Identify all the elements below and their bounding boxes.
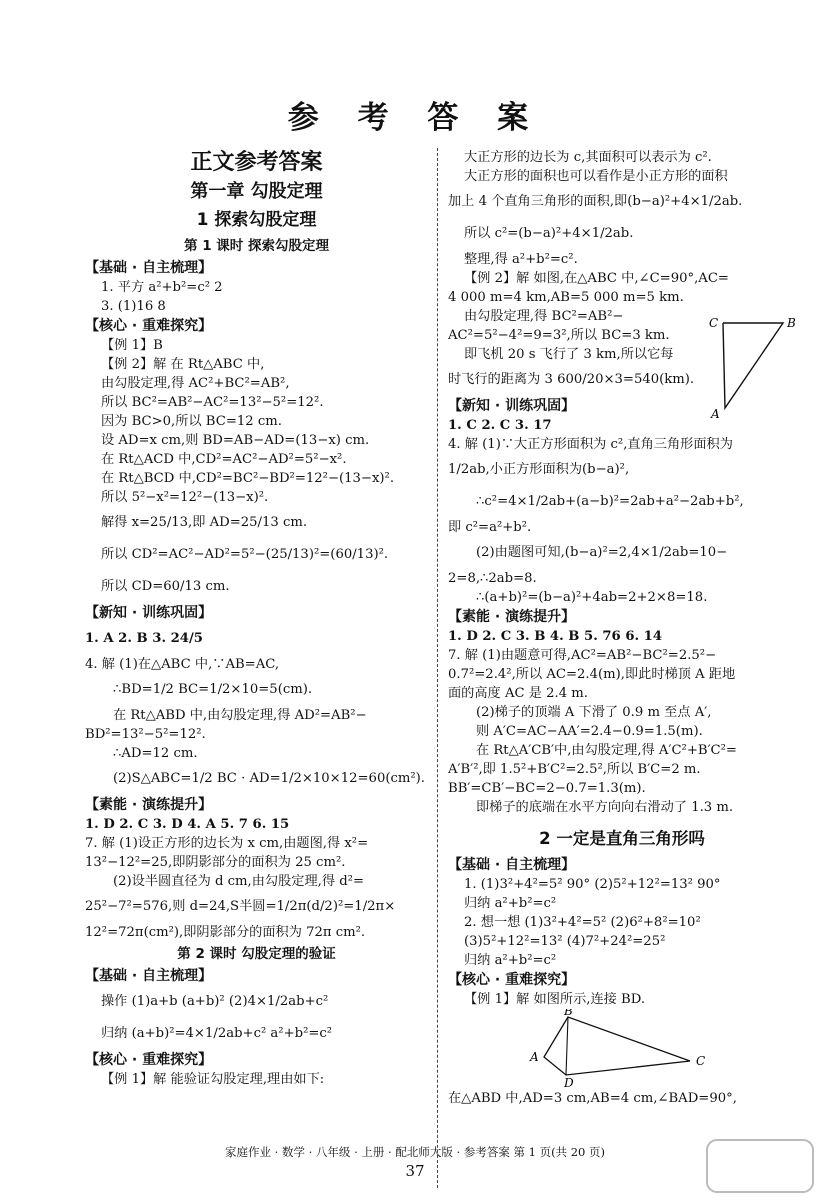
right-line: 【新知 · 训练巩固】: [448, 398, 576, 414]
left-line: ∴AD=12 cm.: [113, 746, 198, 761]
left-line: ∴BD=1/2 BC=1/2×10=5(cm).: [113, 682, 313, 697]
left-line: BD²=13²−5²=12².: [85, 727, 206, 742]
figure-right-triangle: [703, 303, 798, 418]
right-line: 1. (1)3²+4²=5² 90° (2)5²+12²=13² 90°: [464, 877, 721, 892]
right-line: 0.7²=2.4²,所以 AC=2.4(m),即此时梯顶 A 距地: [448, 667, 736, 682]
figure-quadrilateral: [448, 1009, 796, 1089]
left-line: 由勾股定理,得 AC²+BC²=AB²,: [101, 376, 290, 391]
left-line: 1. D 2. C 3. D 4. A 5. 7 6. 15: [85, 817, 290, 832]
right-line: 1. C 2. C 3. 17: [448, 418, 552, 433]
figure2-label: A: [530, 1050, 539, 1064]
right-line: 4. 解 (1)∵大正方形面积为 c²,直角三角形面积为: [448, 437, 733, 452]
figure1-label: A: [711, 407, 720, 418]
page-footer: 家庭作业 · 数学 · 八年级 · 上册 · 配北师大版 · 参考答案 第 1 页(共 20 页): [224, 1145, 606, 1159]
right-line: 1. D 2. C 3. B 4. B 5. 76 6. 14: [448, 629, 663, 644]
right-line: 4 000 m=4 km,AB=5 000 m=5 km.: [448, 290, 684, 305]
figure1-label: C: [709, 316, 719, 330]
right-line: 大正方形的边长为 c,其面积可以表示为 c².: [464, 150, 712, 165]
left-line: 在 Rt△BCD 中,CD²=BC²−BD²=12²−(13−x)².: [101, 471, 395, 486]
figure1-label: B: [787, 316, 796, 330]
left-line: 归纳 (a+b)²=4×1/2ab+c² a²+b²=c²: [101, 1026, 333, 1041]
right-line: 面的高度 AC 是 2.4 m.: [448, 686, 588, 701]
right-line: (3)5²+12²=13² (4)7²+24²=25²: [464, 934, 666, 949]
left-line: 【核心 · 重难探究】: [85, 1052, 213, 1068]
right-column: [448, 148, 796, 1108]
left-line: 设 AD=x cm,则 BD=AB−AD=(13−x) cm.: [101, 433, 370, 448]
figure2-label: D: [564, 1076, 574, 1089]
left-line: 操作 (1)a+b (a+b)² (2)4×1/2ab+c²: [101, 994, 329, 1009]
left-line: 【素能 · 演练提升】: [85, 797, 213, 813]
left-line: 13²−12²=25,即阴影部分的面积为 25 cm².: [85, 855, 346, 870]
watermark-logo: [705, 1138, 815, 1194]
left-line: 12²=72π(cm²),即阴影部分的面积为 72π cm².: [85, 925, 366, 940]
right-line: 即飞机 20 s 飞行了 3 km,所以它每: [464, 347, 674, 362]
right-line: (2)由题图可知,(b−a)²=2,4×1/2ab=10−: [476, 545, 728, 560]
left-line: 1. A 2. B 3. 24/5: [85, 631, 203, 646]
right-line: 即 c²=a²+b².: [448, 520, 532, 535]
right-line: (2)梯子的顶端 A 下滑了 0.9 m 至点 A′,: [476, 705, 712, 720]
right-line: 由勾股定理,得 BC²=AB²−: [464, 309, 624, 324]
page-title: 参 考 答 案: [287, 100, 543, 136]
right-line: 在 Rt△A′CB′中,由勾股定理,得 A′C²+B′C²=: [476, 743, 737, 758]
right-line: 加上 4 个直角三角形的面积,即(b−a)²+4×1/2ab.: [448, 194, 743, 209]
left-line: 4. 解 (1)在△ABC 中,∵AB=AC,: [85, 657, 280, 672]
right-line: 【例 2】解 如图,在△ABC 中,∠C=90°,AC=: [464, 271, 729, 286]
right-line: 2=8,∴2ab=8.: [448, 571, 537, 586]
left-line: 在 Rt△ACD 中,CD²=AC²−AD²=5²−x².: [101, 452, 347, 467]
left-line: 所以 BC²=AB²−AC²=13²−5²=12².: [101, 395, 324, 410]
right-line: 归纳 a²+b²=c²: [464, 896, 557, 911]
left-line: 第 1 课时 探索勾股定理: [184, 238, 329, 254]
left-line: 【核心 · 重难探究】: [85, 318, 213, 334]
right-line: 归纳 a²+b²=c²: [464, 953, 557, 968]
right-line: 2. 想一想 (1)3²+4²=5² (2)6²+8²=10²: [464, 915, 701, 930]
right-line: 【素能 · 演练提升】: [448, 609, 576, 625]
right-line: A′B′²,即 1.5²+B′C²=2.5²,所以 B′C=2 m.: [448, 762, 701, 777]
left-line: 1 探索勾股定理: [196, 210, 317, 230]
right-line: 整理,得 a²+b²=c².: [464, 252, 578, 267]
left-line: 第 2 课时 勾股定理的验证: [177, 946, 336, 962]
left-line: 【例 1】解 能验证勾股定理,理由如下:: [101, 1072, 325, 1087]
column-divider: [437, 148, 438, 1188]
left-column: [85, 148, 428, 1089]
figure2-label: C: [696, 1054, 706, 1068]
right-line: 即梯子的底端在水平方向向右滑动了 1.3 m.: [476, 800, 734, 815]
left-line: 3. (1)16 8: [101, 299, 166, 314]
right-line: ∴(a+b)²=(b−a)²+4ab=2+2×8=18.: [476, 590, 708, 605]
right-line: 所以 c²=(b−a)²+4×1/2ab.: [464, 226, 634, 241]
right-line: 2 一定是直角三角形吗: [539, 829, 705, 848]
right-line: 【例 1】解 如图所示,连接 BD.: [464, 992, 646, 1007]
right-line: 时飞行的距离为 3 600/20×3=540(km).: [448, 372, 695, 387]
left-line: 【新知 · 训练巩固】: [85, 605, 213, 621]
left-line: 【基础 · 自主梳理】: [85, 260, 213, 276]
right-line: ∴c²=4×1/2ab+(a−b)²=2ab+a²−2ab+b²,: [476, 494, 744, 509]
left-line: 25²−7²=576,则 d=24,S半圆=1/2π(d/2)²=1/2π×: [85, 899, 396, 914]
right-line: AC²=5²−4²=9=3²,所以 BC=3 km.: [448, 328, 670, 343]
left-line: 因为 BC>0,所以 BC=12 cm.: [101, 414, 282, 429]
right-line: 大正方形的面积也可以看作是小正方形的面积: [464, 169, 728, 184]
left-line: 7. 解 (1)设正方形的边长为 x cm,由题图,得 x²=: [85, 836, 369, 851]
right-tail-line: 在△ABD 中,AD=3 cm,AB=4 cm,∠BAD=90°,: [448, 1091, 737, 1106]
left-line: 【例 1】B: [101, 338, 163, 353]
figure2-label: B: [564, 1009, 573, 1018]
left-line: 所以 CD=60/13 cm.: [101, 579, 230, 594]
page-number: 37: [405, 1162, 425, 1180]
left-line: (2)设半圆直径为 d cm,由勾股定理,得 d²=: [113, 874, 364, 889]
right-line: 【核心 · 重难探究】: [448, 972, 576, 988]
right-line: BB′=CB′−BC=2−0.7=1.3(m).: [448, 781, 646, 796]
left-line: 1. 平方 a²+b²=c² 2: [101, 280, 223, 295]
left-line: 【基础 · 自主梳理】: [85, 968, 213, 984]
left-line: 在 Rt△ABD 中,由勾股定理,得 AD²=AB²−: [113, 708, 367, 723]
right-line: 则 A′C=AC−AA′=2.4−0.9=1.5(m).: [476, 724, 703, 739]
left-line: 所以 CD²=AC²−AD²=5²−(25/13)²=(60/13)².: [101, 547, 389, 562]
right-line: 7. 解 (1)由题意可得,AC²=AB²−BC²=2.5²−: [448, 648, 717, 663]
left-line: 正文参考答案: [190, 150, 323, 175]
right-line: 1/2ab,小正方形面积为(b−a)²,: [448, 462, 630, 477]
left-line: 解得 x=25/13,即 AD=25/13 cm.: [101, 515, 308, 530]
left-line: 所以 5²−x²=12²−(13−x)².: [101, 490, 269, 505]
right-line: 【基础 · 自主梳理】: [448, 857, 576, 873]
left-line: 第一章 勾股定理: [190, 181, 323, 202]
left-line: 【例 2】解 在 Rt△ABC 中,: [101, 357, 265, 372]
left-line: (2)S△ABC=1/2 BC · AD=1/2×10×12=60(cm²).: [113, 771, 425, 786]
